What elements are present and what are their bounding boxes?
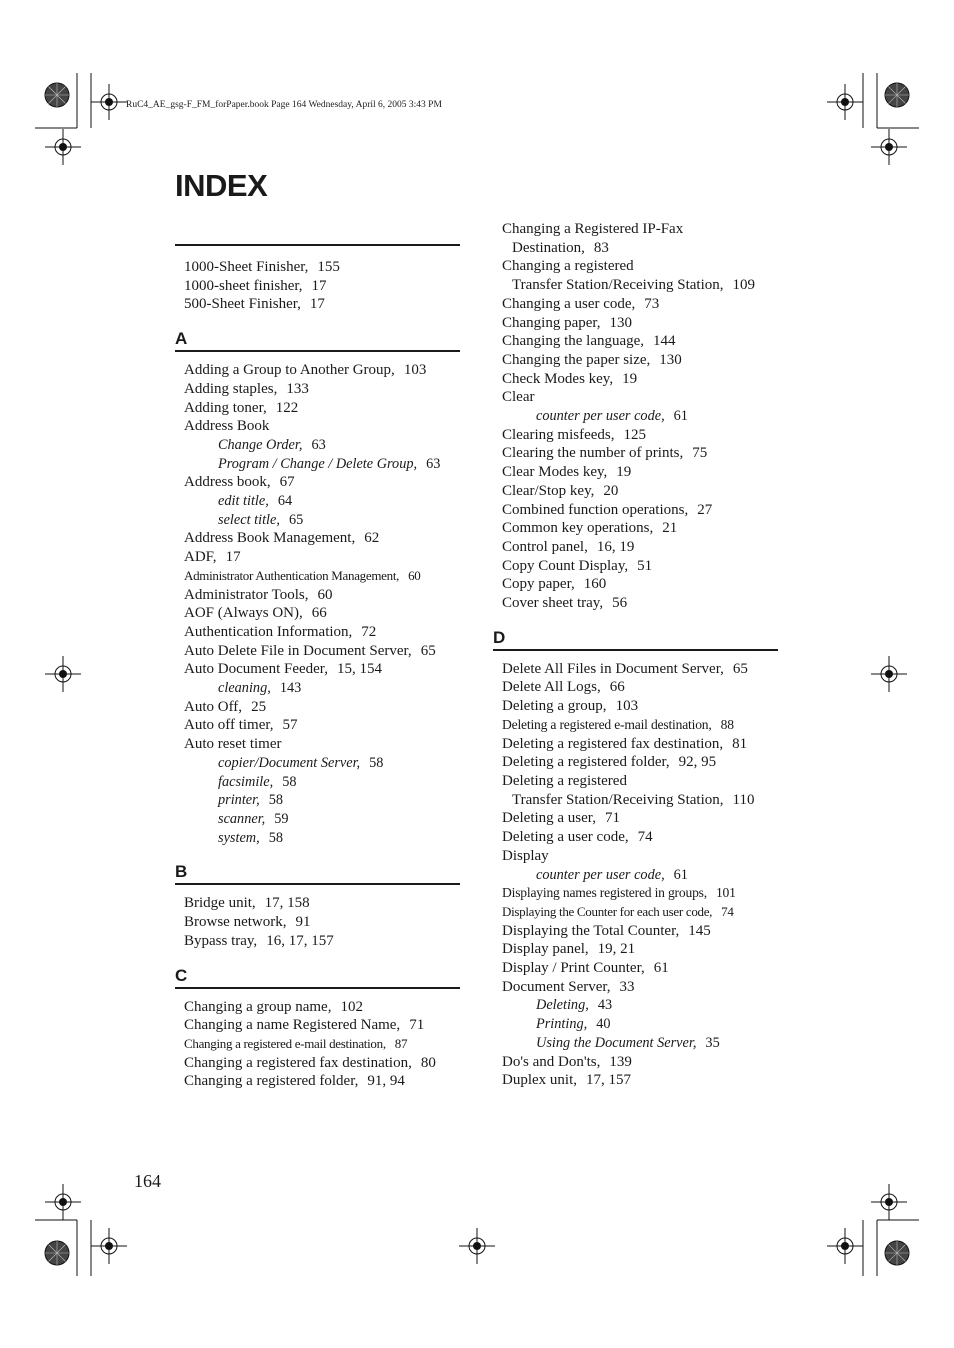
index-entry: Deleting a user code, 74 <box>502 829 653 846</box>
page-title: INDEX <box>175 168 268 203</box>
index-entry: Changing a Registered IP-Fax <box>502 221 684 237</box>
index-entry: Changing a user code, 73 <box>502 295 660 312</box>
print-header: RuC4_AE_gsg-F_FM_forPaper.book Page 164 Wednesday, April 6, 2005 3:43 PM <box>126 100 442 110</box>
index-entry: Displaying names registered in groups, 101 <box>502 885 736 901</box>
index-entry: Deleting a registered e-mail destination, 88 <box>502 716 734 732</box>
index-entry: Adding toner, 122 <box>184 399 299 416</box>
index-entry: Control panel, 16, 19 <box>502 538 635 555</box>
index-entry: Address Book <box>184 418 270 435</box>
index-entry: Adding staples, 133 <box>184 380 309 397</box>
index-subentry: edit title, 64 <box>218 493 293 510</box>
index-entry: Cover sheet tray, 56 <box>502 595 628 612</box>
index-entry: Auto off timer, 57 <box>184 717 298 734</box>
index-entry: Adding a Group to Another Group, 103 <box>184 362 427 379</box>
index-entry: Auto reset timer <box>184 736 282 753</box>
index-entry: Changing a group name, 102 <box>184 998 363 1015</box>
index-entry: Deleting a registered fax destination, 81 <box>502 735 748 752</box>
index-subentry: printer, 58 <box>218 792 284 809</box>
index-entry: Clear <box>502 389 535 406</box>
section-letter-d: D <box>493 627 506 647</box>
index-entry-continuation: Destination, 83 <box>512 239 609 256</box>
index-entry: Bridge unit, 17, 158 <box>184 895 310 912</box>
index-entry: Do's and Don'ts, 139 <box>502 1053 632 1070</box>
index-entry: Clear Modes key, 19 <box>502 464 632 481</box>
index-entry: AOF (Always ON), 66 <box>184 605 327 622</box>
index-entry: Auto Off, 25 <box>184 698 267 715</box>
index-subentry: counter per user code, 61 <box>536 408 688 425</box>
index-column-right <box>493 220 778 1105</box>
index-entry: Administrator Authentication Management, 60 <box>184 567 421 583</box>
index-entry: Deleting a user, 71 <box>502 810 620 827</box>
index-entry: Browse network, 91 <box>184 914 311 931</box>
index-entry: Bypass tray, 16, 17, 157 <box>184 932 334 949</box>
index-entry: Changing a registered <box>502 258 634 275</box>
index-entry: Auto Delete File in Document Server, 65 <box>184 642 436 659</box>
index-entry: Delete All Logs, 66 <box>502 679 625 696</box>
index-section-a <box>175 329 460 847</box>
index-entry: Changing paper, 130 <box>502 314 633 331</box>
index-section-numbers <box>175 244 460 314</box>
section-rule <box>175 883 460 885</box>
index-entry: Check Modes key, 19 <box>502 370 638 387</box>
index-section-b <box>175 862 460 950</box>
index-entry: 1000-Sheet Finisher, 155 <box>184 259 340 275</box>
index-subentry: copier/Document Server, 58 <box>218 754 384 771</box>
section-letter-a: A <box>175 329 188 349</box>
index-entry: Copy paper, 160 <box>502 576 607 593</box>
index-entry: Deleting a group, 103 <box>502 698 639 715</box>
index-entry: Clearing misfeeds, 125 <box>502 426 646 443</box>
index-column-left <box>175 244 460 1106</box>
section-letter-b: B <box>175 862 188 882</box>
index-section-c-continued <box>493 220 778 613</box>
index-subentry: facsimile, 58 <box>218 773 297 790</box>
index-subentry: Printing, 40 <box>536 1016 611 1033</box>
index-subentry: scanner, 59 <box>218 810 289 827</box>
index-entry: Duplex unit, 17, 157 <box>502 1072 631 1089</box>
index-entry: Address Book Management, 62 <box>184 530 380 547</box>
index-entry: ADF, 17 <box>184 549 241 566</box>
index-entry: Document Server, 33 <box>502 978 635 995</box>
index-subentry: Using the Document Server, 35 <box>536 1034 720 1051</box>
index-entry: Combined function operations, 27 <box>502 501 713 518</box>
index-entry: Administrator Tools, 60 <box>184 586 333 603</box>
section-rule <box>175 987 460 989</box>
index-entry: Changing a registered e-mail destination, 87 <box>184 1035 408 1051</box>
section-rule <box>175 350 460 352</box>
index-entry-continuation: Transfer Station/Receiving Station, 110 <box>512 791 755 808</box>
section-rule <box>493 649 778 651</box>
index-entry: Deleting a registered folder, 92, 95 <box>502 754 717 771</box>
index-subentry: Deleting, 43 <box>536 997 613 1014</box>
index-entry: Changing a registered fax destination, 80 <box>184 1054 436 1071</box>
section-letter-c: C <box>175 965 188 985</box>
index-entry: Display panel, 19, 21 <box>502 941 636 958</box>
index-entry: Changing the paper size, 130 <box>502 351 682 368</box>
index-section-c <box>175 966 460 1092</box>
index-entry: Common key operations, 21 <box>502 520 678 537</box>
index-entry: Displaying the Total Counter, 145 <box>502 922 711 939</box>
index-entry: Changing a name Registered Name, 71 <box>184 1017 425 1034</box>
index-entry: 1000-sheet finisher, 17 <box>184 277 327 294</box>
index-entry: Authentication Information, 72 <box>184 623 377 640</box>
index-entry: Deleting a registered <box>502 772 627 789</box>
index-entry: Copy Count Display, 51 <box>502 557 653 574</box>
index-entry: Clear/Stop key, 20 <box>502 482 619 499</box>
index-entry: Address book, 67 <box>184 474 295 491</box>
index-entry: Displaying the Counter for each user code, 74 <box>502 903 734 919</box>
index-subentry: Program / Change / Delete Group, 63 <box>218 455 441 472</box>
index-entry: Changing a registered folder, 91, 94 <box>184 1073 405 1090</box>
index-subentry: cleaning, 143 <box>218 680 302 697</box>
index-entry-continuation: Transfer Station/Receiving Station, 109 <box>512 277 756 294</box>
index-entry: Delete All Files in Document Server, 65 <box>502 660 748 677</box>
page-number: 164 <box>134 1171 161 1191</box>
index-subentry: Change Order, 63 <box>218 436 326 453</box>
index-entry: Display <box>502 847 549 864</box>
index-entry: Display / Print Counter, 61 <box>502 960 669 977</box>
index-entry: 500-Sheet Finisher, 17 <box>184 296 325 313</box>
index-section-d <box>493 628 778 1090</box>
index-entry: Changing the language, 144 <box>502 333 676 350</box>
index-subentry: select title, 65 <box>218 511 304 528</box>
index-entry: Clearing the number of prints, 75 <box>502 445 708 462</box>
index-subentry: system, 58 <box>218 829 283 846</box>
index-subentry: counter per user code, 61 <box>536 866 688 883</box>
section-rule <box>175 244 460 246</box>
index-entry: Auto Document Feeder, 15, 154 <box>184 661 382 678</box>
